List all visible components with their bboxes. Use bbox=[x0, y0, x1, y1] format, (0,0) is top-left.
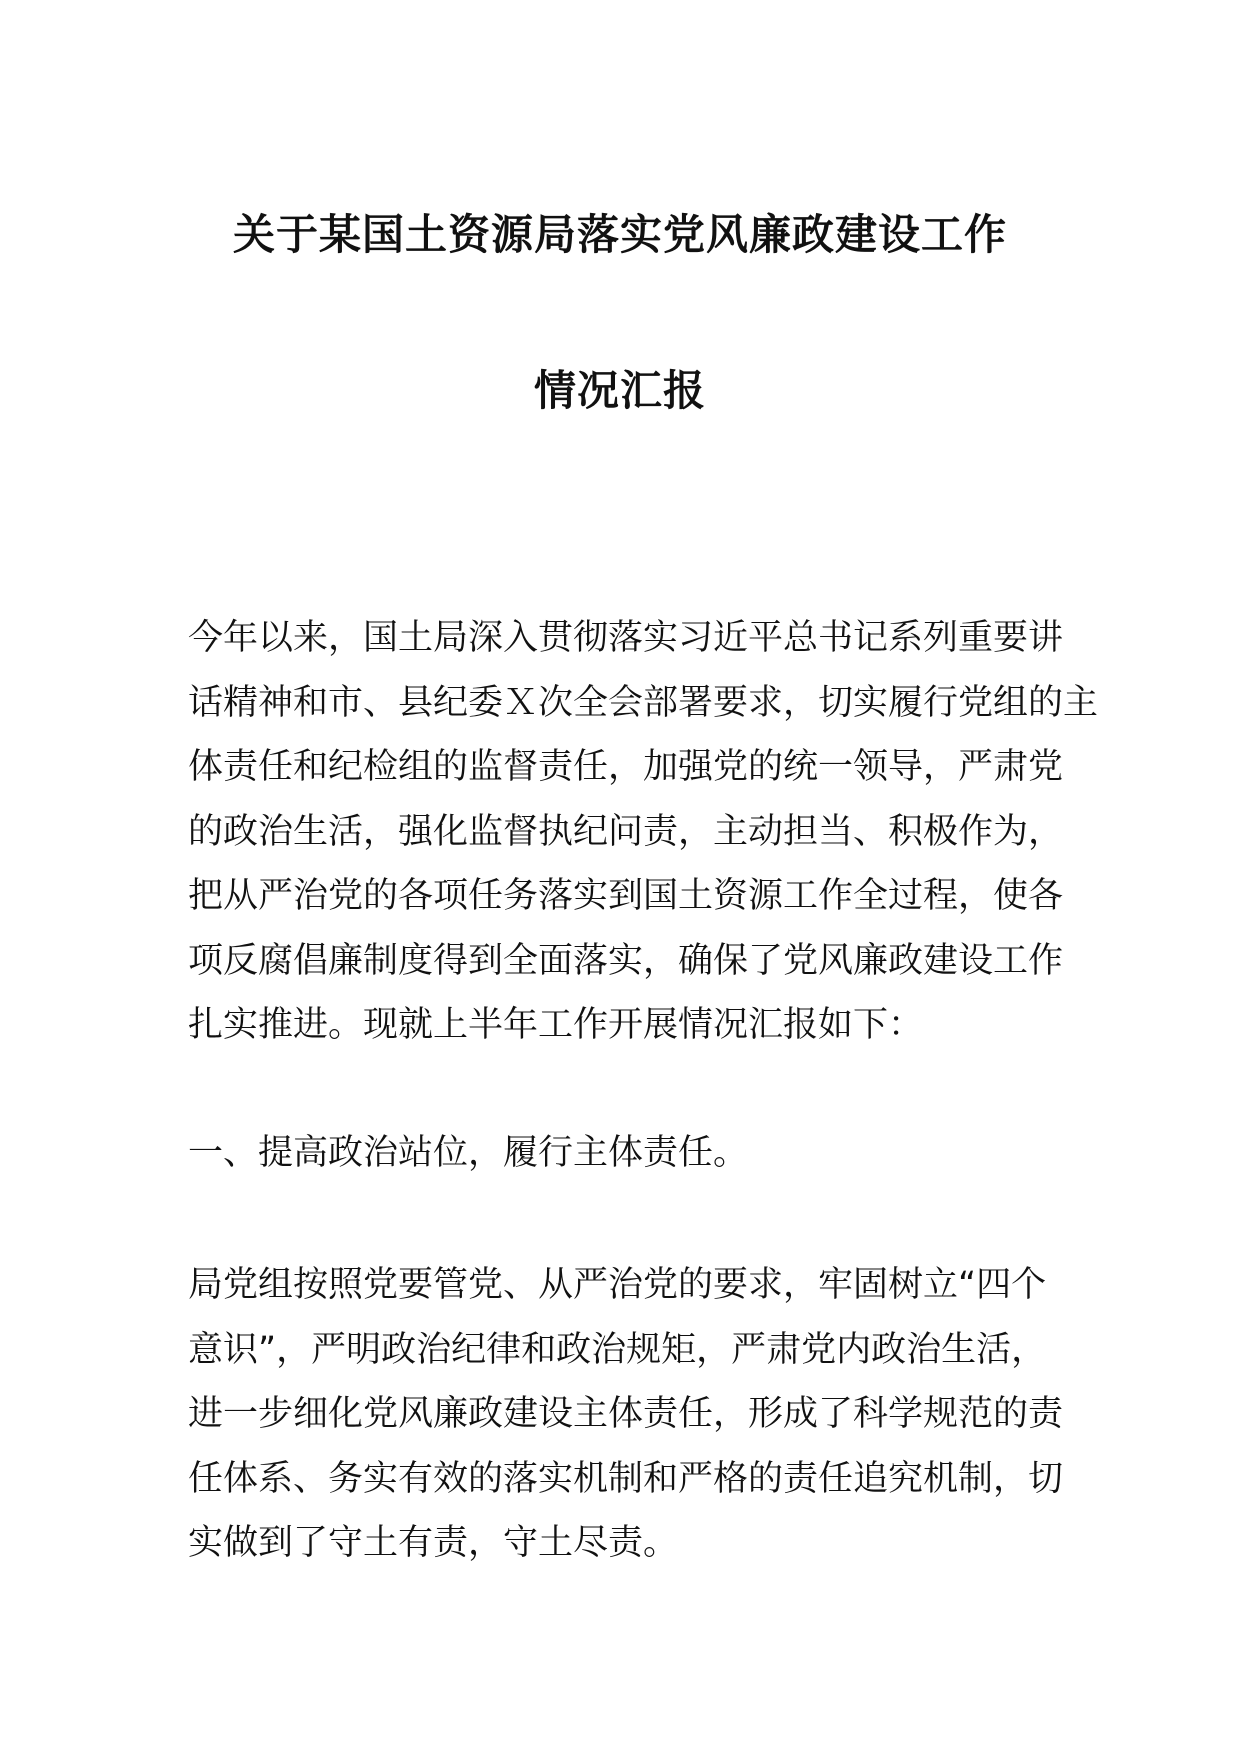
paragraph-line: 的政治生活，强化监督执纪问责，主动担当、积极作为， bbox=[188, 811, 1064, 852]
document-title-line-2: 情况汇报 bbox=[533, 366, 706, 415]
paragraph-line: 进一步细化党风廉政建设主体责任，形成了科学规范的责 bbox=[188, 1394, 1064, 1434]
paragraph-line: 实做到了守土有责，守土尽责。 bbox=[188, 1523, 679, 1563]
section-1-paragraph bbox=[188, 1253, 1068, 1576]
document-title-line-1: 关于某国土资源局落实党风廉政建设工作 bbox=[232, 210, 1007, 259]
intro-paragraph bbox=[188, 606, 1099, 1058]
paragraph-line: 任体系、务实有效的落实机制和严格的责任追究机制，切 bbox=[188, 1458, 1064, 1499]
paragraph-line: 局党组按照党要管党、从严治党的要求，牢固树立“四个 bbox=[188, 1265, 1047, 1305]
paragraph-line: 把从严治党的各项任务落实到国土资源工作全过程，使各 bbox=[188, 876, 1064, 916]
paragraph-line: 意识”，严明政治纪律和政治规矩，严肃党内政治生活， bbox=[188, 1329, 1047, 1370]
section-heading bbox=[188, 1121, 1068, 1186]
section-heading-text: 一、提高政治站位，履行主体责任。 bbox=[188, 1133, 749, 1173]
paragraph-line: 话精神和市、县纪委Ｘ次全会部署要求，切实履行党组的主 bbox=[188, 682, 1099, 723]
paragraph-line: 今年以来，国土局深入贯彻落实习近平总书记系列重要讲 bbox=[188, 618, 1064, 658]
paragraph-line: 扎实推进。现就上半年工作开展情况汇报如下： bbox=[188, 1005, 924, 1045]
paragraph-line: 项反腐倡廉制度得到全面落实，确保了党风廉政建设工作 bbox=[188, 940, 1064, 981]
paragraph-line: 体责任和纪检组的监督责任，加强党的统一领导，严肃党 bbox=[188, 747, 1064, 787]
